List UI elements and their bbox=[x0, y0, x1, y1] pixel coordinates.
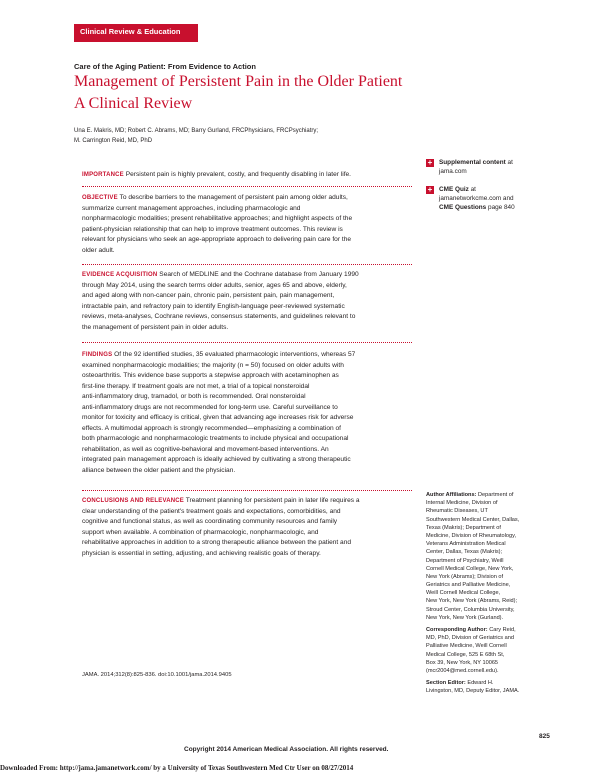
corresponding-line: Box 39, New York, NY 10065 bbox=[426, 659, 499, 666]
abstract-line: Of the 92 identified studies, 35 evaluated pharmacologic interventions, whereas 57 bbox=[114, 351, 356, 358]
supplemental-content[interactable] bbox=[426, 158, 513, 176]
supplemental-suffix: at bbox=[505, 159, 513, 166]
article-title: Management of Persistent Pain in the Older Patient bbox=[74, 73, 403, 90]
copyright-notice: Copyright 2014 American Medical Association. All rights reserved. bbox=[184, 746, 389, 753]
article-citation: JAMA. 2014;312(8):825-836. doi:10.1001/jama.2014.9405 bbox=[82, 672, 232, 678]
abstract-line: both pharmacologic and nonpharmacologic treatments to include physical and occupational bbox=[82, 435, 349, 442]
affiliations-heading: Author Affiliations: bbox=[426, 492, 477, 498]
abstract-line: intractable pain, and refractory pain to identify English-language peer-reviewed systematic bbox=[82, 302, 345, 310]
abstract-line: Treatment planning for persistent pain in later life requires a bbox=[185, 497, 360, 504]
affiliation-line: Department of bbox=[478, 492, 514, 498]
abstract-line: effects. A multimodal approach is strongly recommended—emphasizing a combination of bbox=[82, 424, 342, 432]
plus-icon: + bbox=[427, 185, 433, 194]
abstract-line: and aged along with non-cancer pain, chronic pain, persistent pain, pain management, bbox=[82, 292, 335, 299]
corresponding-line: Cary Reid, bbox=[489, 627, 516, 633]
abstract-line: summarize current management approaches, including pharmacologic and bbox=[82, 204, 301, 212]
abstract-line: To describe barriers to the management of persistent pain among older adults, bbox=[119, 194, 348, 201]
abstract-line: relevant for physicians who seek an age-appropriate approach to delivering pain care for the bbox=[82, 236, 352, 243]
cme-questions-label: CME Questions bbox=[439, 204, 487, 211]
plus-icon: + bbox=[427, 158, 433, 167]
section-divider bbox=[82, 264, 412, 265]
article-subtitle: A Clinical Review bbox=[74, 95, 193, 112]
affiliation-line: Stroud Center, Columbia University, bbox=[426, 606, 515, 613]
abstract-line: Persistent pain is highly prevalent, costly, and frequently disabling in later life. bbox=[125, 171, 352, 178]
abstract-conclusions bbox=[82, 496, 412, 559]
editor-line: Livingston, MD, Deputy Editor, JAMA. bbox=[426, 688, 520, 695]
abstract-line: rehabilitative approaches in addition to a strong therapeutic alliance between the patient and bbox=[82, 539, 352, 546]
abstract-line: cognitive and functional status, as well as coordinating community resources and family bbox=[82, 518, 338, 525]
corresponding-line: (mcr2004@med.cornell.edu). bbox=[426, 667, 499, 674]
abstract-line: patient-physician relationship that can help to improve treatment outcomes. This review is bbox=[82, 225, 343, 233]
affiliation-line: Department of Psychiatry, Weill bbox=[426, 557, 504, 564]
series-title: Care of the Aging Patient: From Evidence to Action bbox=[74, 62, 256, 71]
editor-heading: Section Editor: bbox=[426, 680, 466, 687]
section-divider bbox=[82, 490, 412, 491]
abstract-line: osteoarthritis. This evidence base supports a stepwise approach with acetaminophen as bbox=[82, 372, 339, 379]
abstract-line: through May 2014, using the search terms older adults, senior, ages 65 and above, elderly, bbox=[82, 281, 347, 289]
abstract-findings bbox=[82, 350, 412, 476]
author-list bbox=[74, 126, 318, 146]
affiliation-line: Cornell Medical College, New York, bbox=[426, 565, 514, 572]
corresponding-line: Palliative Medicine, Weill Cornell bbox=[426, 643, 507, 650]
supplemental-label: Supplemental content bbox=[439, 159, 506, 166]
section-divider bbox=[82, 186, 412, 187]
editor-line: Edward H. bbox=[467, 680, 494, 687]
cme-quiz[interactable] bbox=[426, 185, 515, 212]
abstract-line: anti-inflammatory drug, tramadol, or both is recommended. Oral nonsteroidal bbox=[82, 393, 306, 400]
affiliation-line: Weill Cornell Medical College, bbox=[426, 590, 501, 597]
abstract-line: first-line therapy. If treatment goals are not met, a trial of a topical nonsteroidal bbox=[82, 382, 310, 390]
importance-heading: IMPORTANCE bbox=[82, 172, 124, 178]
section-divider bbox=[82, 342, 412, 343]
affiliation-line: New York, New York (Abrams, Reid); bbox=[426, 598, 518, 605]
author-line: M. Carrington Reid, MD, PhD bbox=[74, 138, 153, 144]
affiliation-line: Medicine, Division of Rheumatology, bbox=[426, 532, 517, 539]
abstract-line: physician is essential in setting, adjusting, and achieving realistic goals of therapy. bbox=[82, 549, 321, 557]
cme-questions-page: page 840 bbox=[486, 204, 515, 211]
cme-link[interactable]: jamanetworkcme.com and bbox=[439, 195, 514, 202]
abstract-objective bbox=[82, 193, 412, 256]
affiliation-line: Geriatrics and Palliative Medicine, bbox=[426, 582, 511, 589]
page-number: 825 bbox=[539, 733, 550, 740]
affiliation-line: Internal Medicine, Division of bbox=[426, 500, 498, 507]
abstract-line: nonpharmacologic modalities; present rehabilitative approaches; and highlight aspects of the bbox=[82, 215, 353, 222]
abstract-line: Search of MEDLINE and the Cochrane database from January 1990 bbox=[159, 271, 359, 278]
abstract-line: alliance between the older patient and the physician. bbox=[82, 466, 236, 474]
objective-heading: OBJECTIVE bbox=[82, 195, 118, 201]
section-label: Clinical Review & Education bbox=[80, 27, 181, 36]
abstract-line: rehabilitation, as well as cognitive-behavioral and movement-based interventions. An bbox=[82, 445, 329, 453]
abstract-line: support when available. A combination of pharmacologic, nonpharmacologic, and bbox=[82, 528, 319, 536]
abstract-evidence bbox=[82, 270, 412, 333]
abstract-importance bbox=[82, 170, 412, 181]
affiliation-line: New York, New York (Gurland). bbox=[426, 614, 504, 621]
abstract-line: anti-inflammatory drugs are not recommended for long-term use. Careful surveillance to bbox=[82, 403, 338, 411]
abstract-line: examined nonpharmacologic modalities; the majority (n = 50) focused on older adults with bbox=[82, 361, 344, 369]
affiliation-line: Center, Dallas, Texas (Makris); bbox=[426, 549, 503, 556]
abstract-line: integrated pain management approach is ideally achieved by cultivating a strong therapeutic bbox=[82, 456, 351, 463]
affiliation-line: Texas (Makris); Department of bbox=[426, 524, 501, 531]
abstract-line: clear understanding of the patient's treatment goals and expectations, comorbidities, and bbox=[82, 507, 341, 515]
cme-suffix: at bbox=[468, 186, 476, 193]
author-affiliations bbox=[426, 491, 536, 696]
abstract-line: the management of persistent pain in older adults. bbox=[82, 323, 229, 331]
affiliation-line: New York (Abrams); Division of bbox=[426, 573, 504, 580]
abstract-line: reviews, meta-analyses, Cochrane reviews, consensus statements, and guidelines relevant to bbox=[82, 313, 356, 320]
author-line: Una E. Makris, MD; Robert C. Abrams, MD; Barry Gurland, FRCPhysicians, FRCPsychiatry; bbox=[74, 128, 319, 134]
conclusions-heading: CONCLUSIONS AND RELEVANCE bbox=[82, 498, 185, 504]
corresponding-heading: Corresponding Author: bbox=[426, 627, 488, 633]
affiliation-line: Southwestern Medical Center, Dallas, bbox=[426, 516, 520, 523]
abstract-line: monitor for toxicity and efficacy is critical, given that advancing age increases risk for adverse bbox=[82, 414, 354, 421]
abstract-line: older adult. bbox=[82, 246, 115, 254]
evidence-heading: EVIDENCE ACQUISITION bbox=[82, 272, 158, 278]
affiliation-line: Rheumatic Diseases, UT bbox=[426, 508, 488, 515]
supplemental-link[interactable]: jama.com bbox=[439, 168, 467, 175]
download-notice: Downloaded From: http://jama.jamanetwork.com/ by a University of Texas Southwestern Med Ctr User on 08/27/2014 bbox=[0, 764, 354, 772]
corresponding-line: MD, PhD, Division of Geriatrics and bbox=[426, 635, 514, 642]
corresponding-line: Medical College, 525 E 68th St, bbox=[426, 651, 505, 658]
cme-label: CME Quiz bbox=[439, 186, 469, 193]
findings-heading: FINDINGS bbox=[82, 352, 113, 358]
affiliation-line: Veterans Administration Medical bbox=[426, 541, 506, 548]
